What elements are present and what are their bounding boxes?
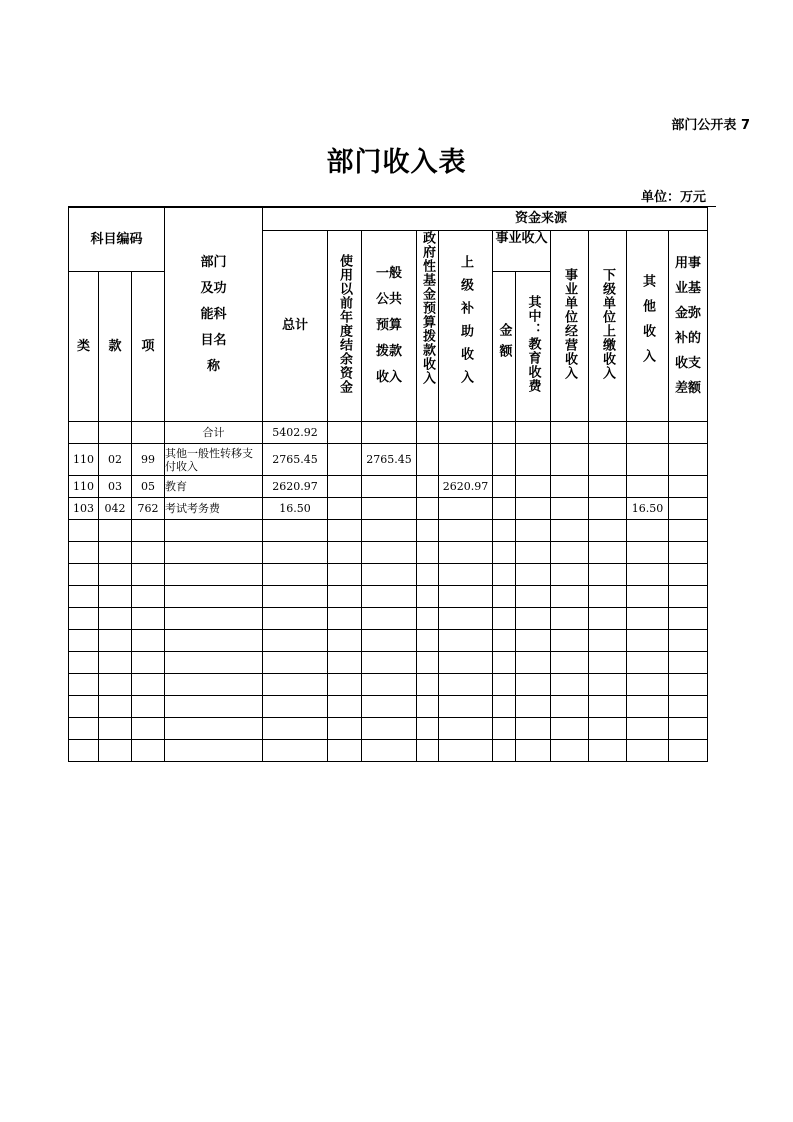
empty-cell	[263, 608, 328, 630]
cell-amount	[493, 498, 516, 520]
empty-cell	[669, 740, 708, 762]
empty-cell	[69, 608, 99, 630]
empty-cell	[132, 542, 165, 564]
empty-cell	[99, 674, 132, 696]
cell-prior	[328, 476, 362, 498]
empty-cell	[263, 652, 328, 674]
edu-fee-header: 其中：教育收费	[516, 272, 551, 422]
empty-cell	[627, 608, 669, 630]
empty-row	[69, 520, 708, 542]
gov-fund-header: 政府性基金预算拨款收入	[417, 231, 439, 422]
empty-cell	[439, 564, 493, 586]
empty-cell	[493, 608, 516, 630]
empty-cell	[263, 564, 328, 586]
empty-cell	[439, 696, 493, 718]
empty-cell	[263, 542, 328, 564]
cell-superior	[439, 498, 493, 520]
empty-cell	[328, 652, 362, 674]
empty-cell	[328, 520, 362, 542]
empty-cell	[362, 564, 417, 586]
empty-cell	[328, 740, 362, 762]
cell-gov	[417, 444, 439, 476]
cell-other	[627, 422, 669, 444]
empty-cell	[627, 520, 669, 542]
empty-cell	[417, 542, 439, 564]
cell-kuan: 03	[99, 476, 132, 498]
empty-cell	[551, 630, 589, 652]
unit-label: 单位：万元	[640, 190, 706, 205]
cell-prior	[328, 498, 362, 520]
page-title: 部门收入表	[326, 147, 467, 178]
empty-cell	[328, 586, 362, 608]
empty-cell	[69, 630, 99, 652]
empty-cell	[417, 564, 439, 586]
cell-gov	[417, 476, 439, 498]
cell-name: 考试考务费	[165, 498, 263, 520]
empty-cell	[627, 652, 669, 674]
empty-cell	[165, 586, 263, 608]
empty-cell	[362, 586, 417, 608]
empty-cell	[551, 674, 589, 696]
empty-cell	[439, 586, 493, 608]
empty-cell	[439, 520, 493, 542]
empty-cell	[493, 696, 516, 718]
empty-cell	[516, 586, 551, 608]
empty-cell	[669, 586, 708, 608]
empty-cell	[493, 520, 516, 542]
income-table	[68, 207, 708, 762]
empty-cell	[165, 696, 263, 718]
empty-cell	[165, 740, 263, 762]
empty-cell	[669, 608, 708, 630]
empty-cell	[99, 608, 132, 630]
empty-cell	[589, 564, 627, 586]
cell-total: 5402.92	[263, 422, 328, 444]
empty-cell	[263, 586, 328, 608]
empty-cell	[132, 674, 165, 696]
empty-cell	[417, 630, 439, 652]
cell-sub	[589, 444, 627, 476]
cell-lei	[69, 422, 99, 444]
empty-cell	[516, 520, 551, 542]
table-row	[69, 476, 708, 498]
cell-lei: 110	[69, 476, 99, 498]
cell-lei: 110	[69, 444, 99, 476]
empty-cell	[99, 652, 132, 674]
superior-subsidy-header: 上级补助收入	[439, 231, 493, 422]
empty-cell	[516, 696, 551, 718]
cell-sub	[589, 498, 627, 520]
empty-cell	[417, 586, 439, 608]
table-row	[69, 444, 708, 476]
fund-balance-cover-header: 用事 业基 金弥 补的 收支 差额	[669, 231, 708, 422]
cell-total: 16.50	[263, 498, 328, 520]
empty-cell	[627, 542, 669, 564]
empty-cell	[551, 564, 589, 586]
cell-ops	[551, 476, 589, 498]
general-budget-header: 一般 公共 预算 拨款 收入	[362, 231, 417, 422]
empty-cell	[132, 696, 165, 718]
table-header	[69, 208, 708, 422]
empty-cell	[516, 630, 551, 652]
cell-superior	[439, 422, 493, 444]
empty-row	[69, 674, 708, 696]
empty-cell	[263, 718, 328, 740]
empty-cell	[516, 564, 551, 586]
empty-cell	[362, 696, 417, 718]
empty-cell	[132, 630, 165, 652]
empty-cell	[328, 718, 362, 740]
empty-cell	[516, 542, 551, 564]
other-income-header: 其他收入	[627, 231, 669, 422]
cell-amount	[493, 422, 516, 444]
empty-cell	[669, 674, 708, 696]
empty-cell	[551, 520, 589, 542]
empty-cell	[165, 652, 263, 674]
empty-cell	[627, 718, 669, 740]
subordinate-turnover-header: 下级单位上缴收入	[589, 231, 627, 422]
empty-row	[69, 608, 708, 630]
empty-cell	[627, 564, 669, 586]
empty-row	[69, 586, 708, 608]
empty-cell	[362, 740, 417, 762]
business-income-header: 事业收入	[493, 231, 551, 272]
empty-cell	[493, 718, 516, 740]
empty-cell	[516, 674, 551, 696]
empty-cell	[439, 608, 493, 630]
empty-cell	[493, 564, 516, 586]
total-header: 总计	[263, 231, 328, 422]
empty-cell	[589, 542, 627, 564]
empty-cell	[165, 564, 263, 586]
empty-cell	[551, 718, 589, 740]
empty-cell	[516, 718, 551, 740]
cell-xiang: 99	[132, 444, 165, 476]
cell-total: 2765.45	[263, 444, 328, 476]
empty-cell	[417, 674, 439, 696]
cell-other	[627, 476, 669, 498]
empty-cell	[589, 630, 627, 652]
kuan-header: 款	[99, 272, 132, 422]
empty-cell	[263, 520, 328, 542]
empty-cell	[132, 718, 165, 740]
cell-lei: 103	[69, 498, 99, 520]
dept-name-header: 部门 及功 能科 目名 称	[165, 208, 263, 422]
empty-cell	[493, 630, 516, 652]
empty-cell	[69, 696, 99, 718]
empty-cell	[669, 696, 708, 718]
empty-cell	[328, 608, 362, 630]
empty-cell	[516, 652, 551, 674]
empty-row	[69, 564, 708, 586]
empty-cell	[328, 674, 362, 696]
empty-cell	[493, 542, 516, 564]
cell-ops	[551, 444, 589, 476]
empty-cell	[132, 608, 165, 630]
empty-cell	[165, 630, 263, 652]
empty-cell	[132, 520, 165, 542]
empty-cell	[132, 564, 165, 586]
empty-cell	[165, 608, 263, 630]
subject-code-header: 科目编码	[69, 208, 165, 272]
empty-cell	[627, 740, 669, 762]
cell-balance	[669, 498, 708, 520]
cell-other	[627, 444, 669, 476]
empty-row	[69, 740, 708, 762]
empty-cell	[493, 586, 516, 608]
empty-cell	[669, 718, 708, 740]
empty-cell	[627, 630, 669, 652]
cell-amount	[493, 476, 516, 498]
empty-cell	[551, 696, 589, 718]
empty-cell	[417, 740, 439, 762]
empty-cell	[328, 564, 362, 586]
empty-cell	[493, 740, 516, 762]
empty-cell	[669, 520, 708, 542]
empty-cell	[439, 740, 493, 762]
cell-other: 16.50	[627, 498, 669, 520]
empty-cell	[99, 718, 132, 740]
empty-cell	[551, 740, 589, 762]
empty-cell	[165, 718, 263, 740]
empty-cell	[439, 718, 493, 740]
cell-kuan: 042	[99, 498, 132, 520]
lei-header: 类	[69, 272, 99, 422]
cell-kuan	[99, 422, 132, 444]
empty-cell	[551, 652, 589, 674]
empty-cell	[589, 608, 627, 630]
cell-general: 2765.45	[362, 444, 417, 476]
empty-row	[69, 630, 708, 652]
cell-gov	[417, 498, 439, 520]
prior-balance-header: 使用以前年度结余资金	[328, 231, 362, 422]
empty-cell	[263, 696, 328, 718]
cell-edu	[516, 444, 551, 476]
empty-row	[69, 652, 708, 674]
xiang-header: 项	[132, 272, 165, 422]
empty-cell	[263, 674, 328, 696]
empty-cell	[328, 696, 362, 718]
empty-cell	[69, 586, 99, 608]
empty-cell	[417, 718, 439, 740]
empty-row	[69, 718, 708, 740]
table-body	[69, 422, 708, 762]
empty-cell	[99, 564, 132, 586]
cell-general	[362, 498, 417, 520]
empty-cell	[417, 608, 439, 630]
empty-cell	[589, 740, 627, 762]
empty-cell	[99, 740, 132, 762]
empty-cell	[165, 520, 263, 542]
empty-cell	[328, 630, 362, 652]
empty-cell	[362, 608, 417, 630]
empty-cell	[69, 740, 99, 762]
empty-cell	[132, 586, 165, 608]
empty-cell	[627, 674, 669, 696]
cell-sub	[589, 422, 627, 444]
empty-cell	[69, 718, 99, 740]
empty-cell	[263, 630, 328, 652]
empty-row	[69, 542, 708, 564]
cell-edu	[516, 498, 551, 520]
empty-cell	[516, 608, 551, 630]
cell-balance	[669, 422, 708, 444]
cell-xiang	[132, 422, 165, 444]
cell-prior	[328, 444, 362, 476]
empty-cell	[362, 674, 417, 696]
cell-balance	[669, 476, 708, 498]
empty-cell	[439, 674, 493, 696]
cell-ops	[551, 422, 589, 444]
empty-cell	[362, 652, 417, 674]
empty-cell	[627, 586, 669, 608]
empty-cell	[417, 520, 439, 542]
business-unit-ops-header: 事业单位经营收入	[551, 231, 589, 422]
empty-cell	[99, 586, 132, 608]
empty-cell	[99, 630, 132, 652]
cell-superior: 2620.97	[439, 476, 493, 498]
empty-cell	[589, 586, 627, 608]
empty-cell	[551, 586, 589, 608]
empty-cell	[132, 740, 165, 762]
empty-cell	[165, 542, 263, 564]
empty-cell	[165, 674, 263, 696]
cell-gov	[417, 422, 439, 444]
empty-cell	[589, 652, 627, 674]
empty-cell	[516, 740, 551, 762]
empty-cell	[589, 674, 627, 696]
empty-cell	[417, 696, 439, 718]
empty-cell	[627, 696, 669, 718]
cell-amount	[493, 444, 516, 476]
empty-cell	[439, 652, 493, 674]
empty-cell	[551, 542, 589, 564]
cell-xiang: 762	[132, 498, 165, 520]
empty-cell	[439, 630, 493, 652]
cell-edu	[516, 476, 551, 498]
empty-cell	[99, 696, 132, 718]
empty-cell	[493, 652, 516, 674]
empty-cell	[69, 652, 99, 674]
empty-cell	[669, 542, 708, 564]
cell-edu	[516, 422, 551, 444]
empty-cell	[669, 630, 708, 652]
empty-cell	[132, 652, 165, 674]
empty-cell	[362, 630, 417, 652]
cell-sub	[589, 476, 627, 498]
fund-source-header: 资金来源	[263, 208, 708, 231]
form-number: 部门公开表 7	[671, 118, 750, 133]
cell-kuan: 02	[99, 444, 132, 476]
empty-cell	[362, 542, 417, 564]
empty-cell	[328, 542, 362, 564]
empty-cell	[417, 652, 439, 674]
cell-name: 合计	[165, 422, 263, 444]
empty-cell	[439, 542, 493, 564]
empty-cell	[99, 520, 132, 542]
cell-total: 2620.97	[263, 476, 328, 498]
empty-cell	[669, 564, 708, 586]
table-row	[69, 422, 708, 444]
amount-header: 金额	[493, 272, 516, 422]
cell-general	[362, 476, 417, 498]
empty-cell	[362, 520, 417, 542]
empty-cell	[69, 674, 99, 696]
empty-row	[69, 696, 708, 718]
empty-cell	[263, 740, 328, 762]
empty-cell	[69, 520, 99, 542]
cell-ops	[551, 498, 589, 520]
cell-xiang: 05	[132, 476, 165, 498]
empty-cell	[493, 674, 516, 696]
cell-prior	[328, 422, 362, 444]
empty-cell	[589, 696, 627, 718]
empty-cell	[69, 564, 99, 586]
empty-cell	[69, 542, 99, 564]
cell-name: 其他一般性转移支付收入	[165, 444, 263, 476]
empty-cell	[589, 718, 627, 740]
empty-cell	[589, 520, 627, 542]
empty-cell	[99, 542, 132, 564]
empty-cell	[362, 718, 417, 740]
cell-name: 教育	[165, 476, 263, 498]
cell-balance	[669, 444, 708, 476]
cell-general	[362, 422, 417, 444]
empty-cell	[669, 652, 708, 674]
table-row	[69, 498, 708, 520]
empty-cell	[551, 608, 589, 630]
cell-superior	[439, 444, 493, 476]
